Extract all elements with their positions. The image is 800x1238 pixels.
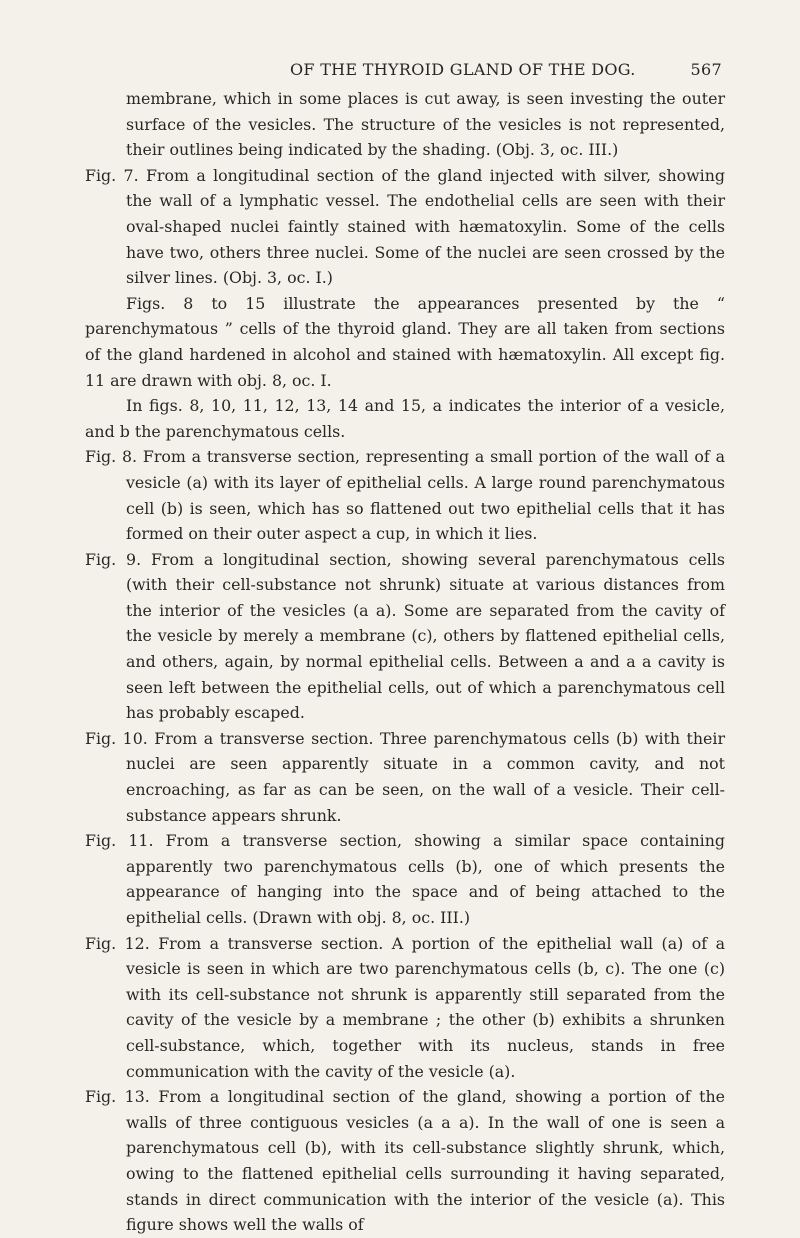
fig-11-caption: Fig. 11. From a transverse section, showing a similar space containing apparently two parenchymatous cells (b), one of which presents the appearance of hanging into the space and of being attached to the epithelial cells. (Drawn with obj. 8, oc. III.) [85, 831, 725, 927]
fig-9-caption: Fig. 9. From a longitudinal section, showing several parenchymatous cells (with their cell-substance not shrunk) situate at various distances from the interior of the vesicles (a a). Some are separated from the cavity of the vesicle by merely a membrane (c), others by flattened epithelial cells, and others, again, by normal epithelial cells. Between a and a a cavity is seen left between the epithelial cells, out of which a parenchymatous cell has probably escaped. [85, 549, 725, 723]
fig-12-caption: Fig. 12. From a transverse section. A portion of the epithelial wall (a) of a vesicle is seen in which are two parenchymatous cells (b, c). The one (c) with its cell-substance not shrunk is apparently still separated from the cavity of the vesicle by a membrane ; the other (b) exhibits a shrunken cell-substance, which, together with its nucleus, stands in free communication with the cavity of the vesicle (a). [85, 933, 725, 1081]
page-number: 567 [690, 60, 722, 79]
paragraph-continuation: membrane, which in some places is cut away, is seen investing the outer surface of the vesicles. The structure of the vesicles is not represented, their outlines being indicated by the shading. (Obj. 3, oc. III.) [126, 89, 725, 160]
running-title: OF THE THYROID GLAND OF THE DOG. [290, 60, 636, 79]
figs-8-15-intro: Figs. 8 to 15 illustrate the appearances presented by the “ parenchymatous ” cells of the thyroid gland. They are all taken from sections of the gland hardened in alcohol and stained with hæmatoxylin. All except fig. 11 are drawn with obj. 8, oc. I. [85, 293, 725, 390]
body-text [85, 86, 725, 1238]
fig-8-caption: Fig. 8. From a transverse section, representing a small portion of the wall of a vesicle (a) with its layer of epithelial cells. A large round parenchymatous cell (b) is seen, which has so flattened out two epithelial cells that it has formed on their outer aspect a cup, in which it lies. [85, 447, 725, 544]
fig-13-caption: Fig. 13. From a longitudinal section of the gland, showing a portion of the walls of three contiguous vesicles (a a a). In the wall of one is seen a parenchymatous cell (b), with its cell-substance slightly shrunk, which, owing to the flattened epithelial cells surrounding it having separated, stands in direct communication with the interior of the vesicle (a). This figure shows well the walls of [85, 1087, 725, 1235]
fig-10-caption: Fig. 10. From a transverse section. Three parenchymatous cells (b) with their nuclei are seen apparently situate in a common cavity, and not encroaching, as far as can be seen, on the wall of a vesicle. Their cell-substance appears shrunk. [85, 728, 725, 825]
legend-note: In figs. 8, 10, 11, 12, 13, 14 and 15, a indicates the interior of a vesicle, and b the parenchymatous cells. [85, 396, 725, 441]
fig-7-caption: Fig. 7. From a longitudinal section of the gland injected with silver, showing the wall of a lymphatic vessel. The endothelial cells are seen with their oval-shaped nuclei faintly stained with hæmatoxylin. Some of the cells have two, others three nuclei. Some of the nuclei are seen crossed by the silver lines. (Obj. 3, oc. I.) [85, 165, 725, 288]
